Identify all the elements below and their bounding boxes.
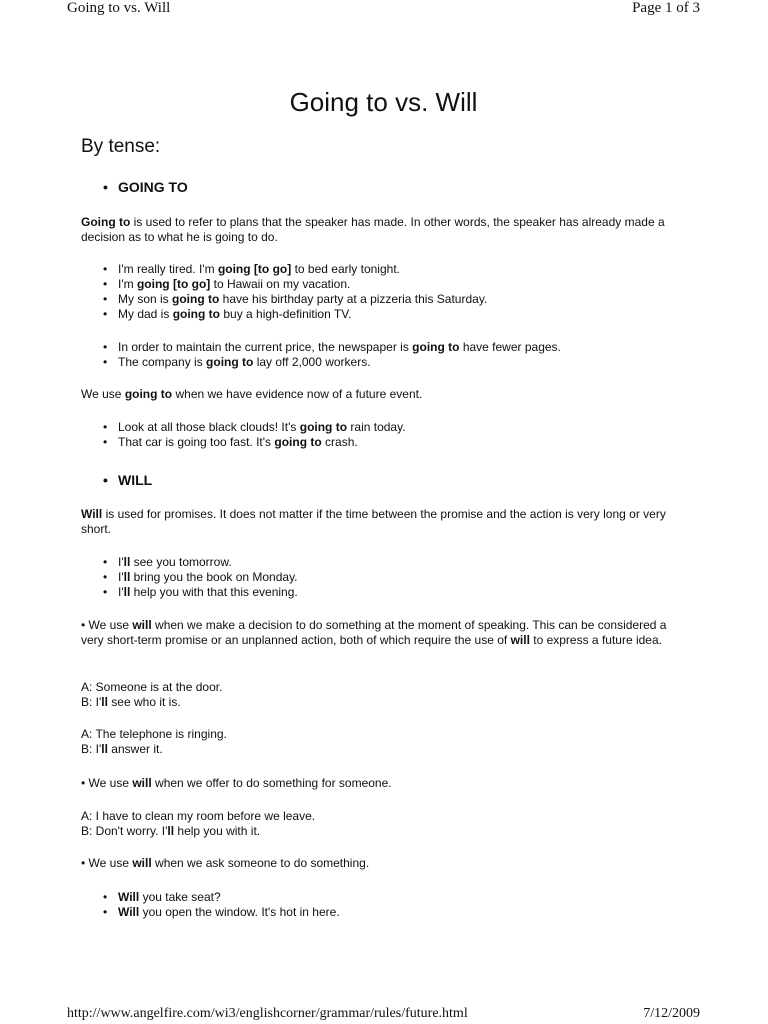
list-item: • My son is going to have his birthday party at a pizzeria this Saturday. <box>81 292 686 307</box>
dialog-telephone <box>81 727 227 757</box>
will-promises-list <box>81 555 686 600</box>
going-to-evidence: We use going to when we have evidence now of a future event. <box>81 387 423 401</box>
emphasis: going to <box>412 340 460 354</box>
going-to-evidence-list <box>81 420 686 450</box>
list-item: • That car is going too fast. It's going to crash. <box>81 435 686 450</box>
emphasis: going to <box>172 292 220 306</box>
emphasis: going [to go] <box>136 277 211 291</box>
emphasis: ll <box>167 824 175 838</box>
emphasis: going [to go] <box>217 262 292 276</box>
dialog-clean-room <box>81 809 315 839</box>
list-item: • I'm going [to go] to Hawaii on my vacation. <box>81 277 686 292</box>
dialog-line: A: Someone is at the door. <box>81 680 223 694</box>
emphasis: Will <box>118 890 140 904</box>
emphasis: will <box>132 776 152 790</box>
emphasis: will <box>132 856 152 870</box>
emphasis: ll <box>101 742 108 756</box>
list-item: • The company is going to lay off 2,000 workers. <box>81 355 686 370</box>
going-to-plans-list-2 <box>81 340 686 370</box>
list-item: • Look at all those black clouds! It's going to rain today. <box>81 420 686 435</box>
dialog-line: A: The telephone is ringing. <box>81 727 227 741</box>
dialog-line: B: I'll answer it. <box>81 742 163 756</box>
emphasis: Going to <box>81 215 131 229</box>
list-item: • I'll bring you the book on Monday. <box>81 570 686 585</box>
list-item: • I'm really tired. I'm going [to go] to bed early tonight. <box>81 262 686 277</box>
going-to-intro: Going to is used to refer to plans that the speaker has made. In other words, the speaker has already made a decision as to what he is going to do. <box>81 215 665 244</box>
header-title: Going to vs. Will <box>67 0 171 16</box>
list-item: • I'll help you with that this evening. <box>81 585 686 600</box>
dialog-line: B: I'll see who it is. <box>81 695 181 709</box>
source-url: http://www.angelfire.com/wi3/englishcorner/grammar/rules/future.html <box>67 1006 468 1021</box>
will-ask-paragraph: • We use will when we ask someone to do something. <box>81 856 370 870</box>
emphasis: going to <box>172 307 221 321</box>
section-heading-will: • WILL <box>81 471 152 489</box>
page-title: Going to vs. Will <box>289 87 478 117</box>
will-requests-list <box>81 890 686 920</box>
emphasis: going to <box>274 435 322 449</box>
emphasis: Will <box>118 905 140 919</box>
will-offer-paragraph: • We use will when we offer to do something for someone. <box>81 776 392 790</box>
dialog-door <box>81 680 222 710</box>
emphasis: Will <box>81 507 103 521</box>
list-item: • My dad is going to buy a high-definition TV. <box>81 307 686 322</box>
page-header <box>67 0 700 20</box>
going-to-plans-list <box>81 262 686 322</box>
page-number: Page 1 of 3 <box>632 0 700 16</box>
list-item: • In order to maintain the current price, the newspaper is going to have fewer pages. <box>81 340 686 355</box>
list-item: • I'll see you tomorrow. <box>81 555 686 570</box>
section-heading-going-to: • GOING TO <box>81 178 188 196</box>
section-subtitle: By tense: <box>81 136 161 157</box>
list-item: • Will you take seat? <box>81 890 686 905</box>
emphasis: ll <box>123 570 131 584</box>
emphasis: will <box>510 633 530 647</box>
emphasis: going to <box>124 387 173 401</box>
list-item: • Will you open the window. It's hot in here. <box>81 905 686 920</box>
will-intro: Will is used for promises. It does not matter if the time between the promise and the action is very long or very short. <box>81 507 666 536</box>
dialog-line: A: I have to clean my room before we leave. <box>81 809 316 823</box>
emphasis: ll <box>123 585 131 599</box>
emphasis: going to <box>206 355 254 369</box>
print-date: 7/12/2009 <box>643 1006 700 1021</box>
emphasis: ll <box>123 555 131 569</box>
emphasis: ll <box>101 695 108 709</box>
page-footer <box>67 1006 700 1024</box>
will-decision-paragraph: • We use will when we make a decision to do something at the moment of speaking. This can be considered a very short-term promise or an unplanned action, both of which require the use of will to express a future idea. <box>81 618 667 647</box>
dialog-line: B: Don't worry. I'll help you with it. <box>81 824 261 838</box>
emphasis: going to <box>299 420 348 434</box>
emphasis: will <box>132 618 152 632</box>
